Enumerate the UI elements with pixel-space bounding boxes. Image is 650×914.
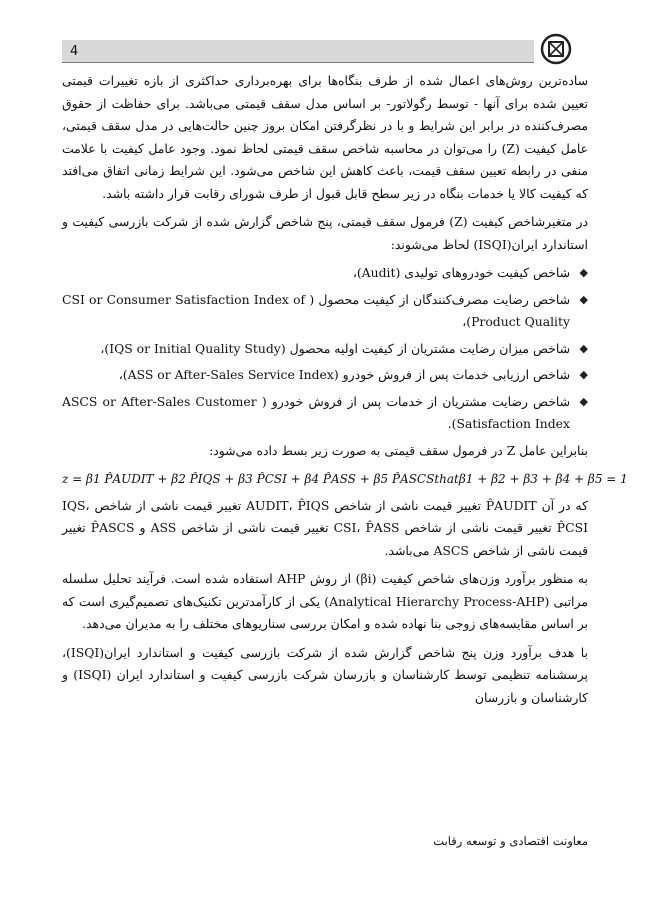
formula-connector: that (434, 472, 459, 486)
list-item: ◆ شاخص رضایت مشتریان از خدمات پس از فروش خودرو ( ASCS or After-Sales Customer Satisfaction Index). (62, 391, 588, 436)
formula-right: β1 + β2 + β3 + β4 + β5 = 1 (458, 472, 628, 486)
z-formula (62, 468, 628, 491)
header-band (62, 40, 534, 63)
paragraph-questionnaire: با هدف برآورد وزن پنج شاخص گزارش شده از شرکت بازرسی کیفیت و استاندارد ایران(ISQI)، پرسشنامه تنظیمی توسط کارشناسان و بازرسان شرکت بازرسی کیفیت و استاندارد ایران (ISQI) و کارشناسان و بازرسان (62, 644, 588, 705)
list-item: ◆ شاخص ارزیابی خدمات پس از فروش خودرو (ASS or After-Sales Service Index)، (62, 364, 588, 387)
list-item: ◆ شاخص میزان رضایت مشتریان از کیفیت اولیه محصول (IQS or Initial Quality Study)، (62, 338, 588, 361)
paragraph-z-expansion: بنابراین عامل Z در فرمول سقف قیمتی به صورت زیر بسط داده می‌شود: (209, 442, 588, 458)
paragraph-ahp: به منظور برآورد وزن‌های شاخص کیفیت (βi) از روش AHP استفاده شده است. فرآیند تحلیل سلسله مراتبی (Analytical Hierarchy Process-AHP) یکی از کارآمدترین تکنیک‌های تصمیم‌گیری است که بر اساس مقایسه‌های زوجی بنا نهاده شده و امکان بررسی سناریوهای مختلف را به مدیران می‌دهد. (62, 571, 588, 631)
list-item: ◆ شاخص کیفیت خودروهای تولیدی (Audit)، (62, 262, 588, 285)
footer-text: معاونت اقتصادی و توسعه رقابت (433, 834, 588, 848)
logo-icon (540, 33, 572, 65)
formula-left: z = β1 P̂AUDIT + β2 P̂IQS + β3 P̂CSI + β4 P̂ASS + β5 P̂ASCS (62, 472, 435, 486)
quality-index-list (62, 262, 588, 436)
page-number: 4 (70, 44, 79, 59)
paragraph-quality-variable: در متغیرشاخص کیفیت (Z) فرمول سقف قیمتی، پنج شاخص گزارش شده از شرکت بازرسی کیفیت و استاندارد ایران(ISQI) لحاظ می‌شوند: (62, 214, 588, 252)
document-body (62, 70, 628, 715)
list-item: ◆ شاخص رضایت مصرف‌کنندگان از کیفیت محصول ( CSI or Consumer Satisfaction Index of Product Quality)، (62, 289, 588, 334)
paragraph-price-cap: ساده‌ترین روش‌های اعمال شده از طرف بنگاه‌ها برای بهره‌برداری حداکثری از بازه تغییرات قیمتی تعیین شده برای آنها - توسط رگولاتور- بر اساس مدل سقف قیمتی می‌باشد. برای حفاظت از حقوق مصرف‌کننده در برابر این شرایط و با در نظرگرفتن امکان بروز چنین حالت‌هایی در مدل سقف قیمتی، عامل کیفیت (Z) را می‌توان در محاسبه شاخص سقف قیمتی لحاظ نمود. وجود عامل کیفیت با علامت منفی در رابطه تعیین سقف قیمت، باعث کاهش این شاخص می‌شود. این شرایط زمانی اتفاق می‌افتد که کیفیت کالا یا خدمات بنگاه در زیر سطح قابل قبول از طرف شورای رقابت قرار داشته باشد. (62, 73, 588, 201)
paragraph-price-definitions: که در آن P̂AUDIT تغییر قیمت ناشی از شاخص AUDIT، P̂IQS تغییر قیمت ناشی از شاخص IQS، P̂CSI تغییر قیمت ناشی از شاخص CSI، P̂ASS تغییر قیمت ناشی از شاخص ASS و P̂ASCS تغییر قیمت ناشی از شاخص ASCS می‌باشد. (62, 497, 588, 558)
